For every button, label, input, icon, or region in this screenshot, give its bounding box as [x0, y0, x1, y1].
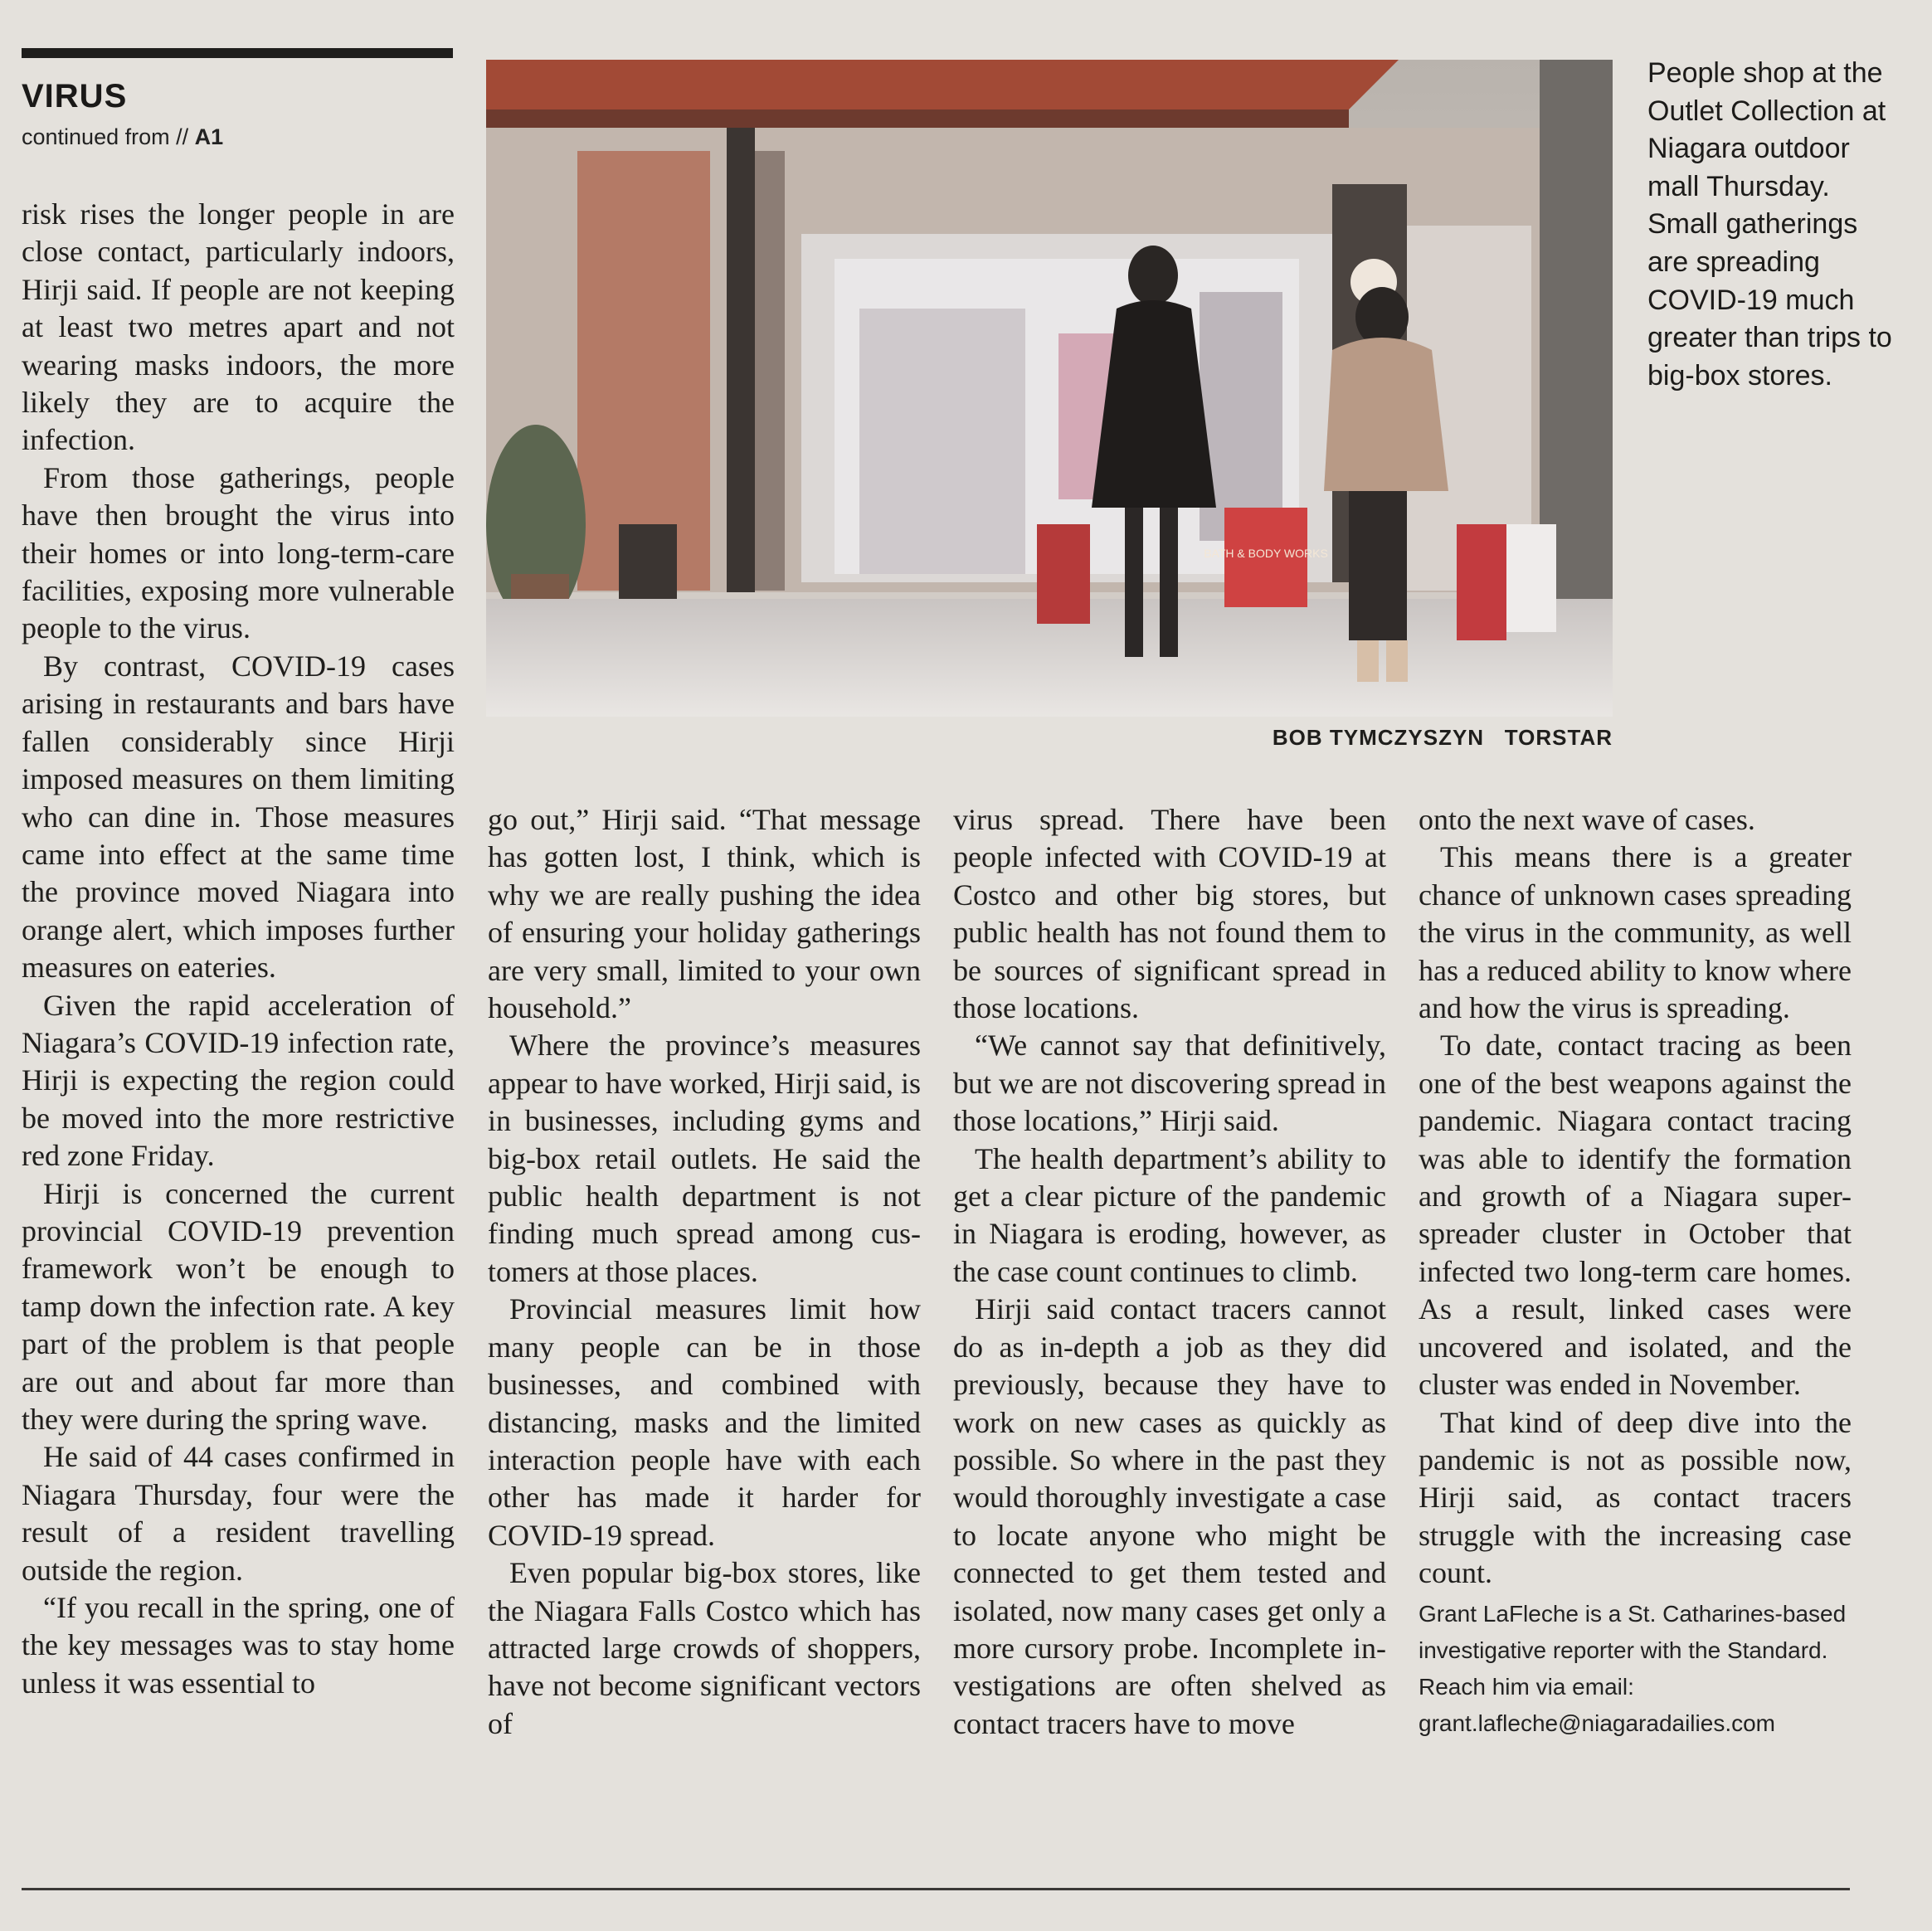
paragraph: Even popular big-box stores, like the Niagara Falls Costco which has attracted large crowds of shoppers, have not become significant vectors of — [488, 1556, 921, 1740]
article-column-4 — [1419, 801, 1852, 1742]
paragraph: risk rises the longer people in are close contact, particularly indoors, Hirji said. If people are not keeping at least two metres apart and not wearing masks indoors, the more likely they are to acquire the infection. — [22, 197, 455, 457]
shoppers-photo-illustration — [486, 60, 1613, 717]
top-rule — [22, 48, 453, 58]
paragraph: Where the province’s measures appear to have worked, Hirji said, is in businesses, including gyms and big-box retail outlets. He said the public health department is not finding much spread among customers at those places. — [488, 1029, 921, 1288]
article-column-1 — [22, 196, 455, 1702]
section-kicker: VIRUS — [22, 78, 128, 114]
continued-page: A1 — [194, 124, 224, 149]
paragraph: By contrast, COVID-19 cases arising in restaurants and bars have fallen considerably since Hirji imposed measures on them limiting who can dine in. Those measures came into effect at the same time the province moved Niagara into orange alert, which imposes further measures on eateries. — [22, 649, 455, 985]
paragraph: From those gatherings, people have then brought the virus into their homes or into long-term-care facilities, exposing more vulnerable people to the virus. — [22, 460, 455, 645]
paragraph: Hirji said contact tracers cannot do as in-depth a job as they did previously, because they have to work on new cases as quickly as possible. So where in the past they would thoroughly investigate a case to locate anyone who might be connected to get them tested and isolated, now many cases get only a more cursory probe. Incomplete investigations are often shelved as contact tracers have to move — [953, 1292, 1386, 1740]
paragraph: onto the next wave of cases. — [1419, 803, 1755, 836]
photo-caption: People shop at the Outlet Collection at Niagara outdoor mall Thursday. Small gatherings are spreading COVID-19 much greater than trips to big-box stores. — [1647, 57, 1892, 392]
paragraph: virus spread. There have been people infected with COVID-19 at Costco and other big stores, but public health has not found them to be sources of significant spread in those locations. — [953, 803, 1386, 1025]
bottom-rule — [22, 1888, 1850, 1890]
article-column-3 — [953, 801, 1386, 1743]
paragraph: That kind of deep dive into the pandemic is not as possible now, Hirji said, as contact tracers struggle with the increasing case count. — [1419, 1405, 1852, 1590]
continued-from-line — [22, 124, 223, 150]
paragraph: go out,” Hirji said. “That message has gotten lost, I think, which is why we are really pushing the idea of ensuring your holiday gatherings are very small, limited to your own household.” — [488, 803, 921, 1025]
paragraph: He said of 44 cases confirmed in Niagara Thursday, four were the result of a resident travelling outside the region. — [22, 1440, 455, 1587]
photo-credit: BOB TYMCZYSZYN TORSTAR — [1272, 725, 1613, 750]
paragraph: Given the rapid acceleration of Niagara’s COVID-19 infection rate, Hirji is expecting the region could be moved into the more restrictive red zone Friday. — [22, 988, 455, 1173]
news-photo — [486, 60, 1613, 717]
article-column-2 — [488, 801, 921, 1743]
paragraph: “If you recall in the spring, one of the key messages was to stay home unless it was essential to — [22, 1591, 455, 1700]
paragraph: This means there is a greater chance of unknown cases spreading the virus in the community, as well has a reduced ability to know where and how the virus is spreading. — [1419, 840, 1852, 1025]
author-bio: Grant LaFleche is a St. Catharines-based investigative reporter with the Standard. Reach him via email: grant.lafleche@niagaradailies.com — [1419, 1600, 1847, 1736]
paragraph: Hirji is concerned the current provincial COVID-19 prevention framework won’t be enough to tamp down the infection rate. A key part of the problem is that people are out and about far more than they were during the spring wave. — [22, 1176, 455, 1436]
paragraph: To date, contact tracing as been one of the best weapons against the pandemic. Niagara contact tracing was able to identify the formation and growth of a Niagara super-spreader cluster in October that infected two long-term care homes. As a result, linked cases were uncovered and isolated, and the cluster was ended in November. — [1419, 1029, 1852, 1402]
bag-label: BATH & BODY WORKS — [1204, 547, 1328, 560]
paragraph: The health department’s ability to get a clear picture of the pandemic in Niagara is eroding, however, as the case count continues to climb. — [953, 1141, 1386, 1288]
continued-label: continued from // — [22, 124, 195, 149]
paragraph: “We cannot say that definitively, but we are not discovering spread in those locations,” Hirji said. — [953, 1029, 1386, 1138]
paragraph: Provincial measures limit how many people can be in those businesses, and combined with distancing, masks and the limited interaction people have with each other has made it harder for COVID-19 spread. — [488, 1292, 921, 1552]
